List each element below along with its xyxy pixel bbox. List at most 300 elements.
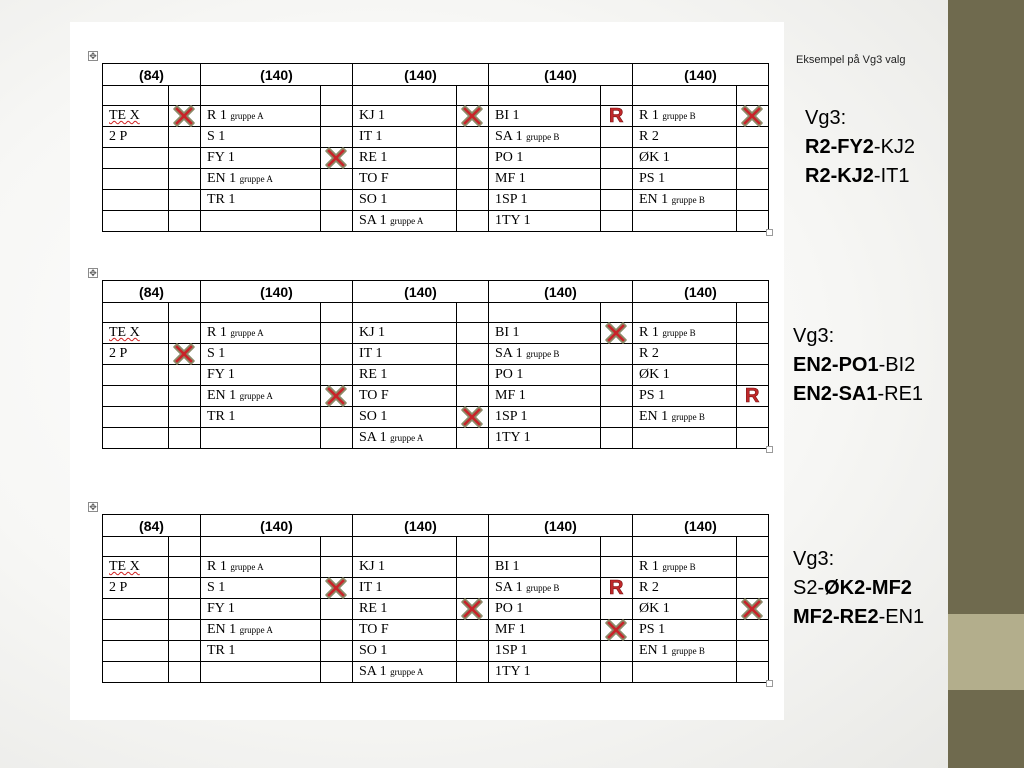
- course-cell: [353, 190, 457, 211]
- x-mark-icon: [460, 405, 484, 429]
- course-code: R 2: [639, 129, 659, 144]
- course-code: R 1: [207, 325, 227, 340]
- header-row: [103, 281, 769, 303]
- course-cell: [201, 662, 321, 683]
- empty-cell: [321, 86, 353, 106]
- empty-cell: [457, 303, 489, 323]
- course-code: IT 1: [359, 129, 383, 144]
- course-cell: [353, 127, 457, 148]
- course-code: RE 1: [359, 601, 388, 616]
- course-cell: [353, 211, 457, 232]
- course-code: PS 1: [639, 388, 666, 403]
- mark-cell: [457, 344, 489, 365]
- course-cell: [633, 106, 737, 127]
- mark-cell: [737, 407, 769, 428]
- empty-cell: [633, 86, 737, 106]
- mark-cell: [457, 428, 489, 449]
- course-cell: [489, 620, 601, 641]
- subject-combo-bold: R2-FY2: [805, 136, 874, 158]
- x-mark-icon: [172, 342, 196, 366]
- note-line: [805, 162, 915, 191]
- mark-cell: [737, 620, 769, 641]
- course-cell: [103, 386, 169, 407]
- mark-cell: [457, 386, 489, 407]
- table-row: [103, 323, 769, 344]
- mark-cell: [321, 641, 353, 662]
- course-cell: [633, 641, 737, 662]
- course-code: 2 P: [109, 346, 128, 361]
- mark-cell: [601, 641, 633, 662]
- course-cell: [633, 323, 737, 344]
- course-cell: [489, 344, 601, 365]
- column-header: (84): [103, 64, 201, 86]
- column-header: (140): [489, 64, 633, 86]
- empty-cell: [601, 537, 633, 557]
- table-row: [103, 148, 769, 169]
- course-cell: [633, 578, 737, 599]
- subject-combo-bold: MF2-RE2: [793, 606, 879, 628]
- mark-cell: [169, 599, 201, 620]
- course-cell: [201, 190, 321, 211]
- course-cell: [353, 365, 457, 386]
- x-mark-icon: [604, 618, 628, 642]
- subject-combo: -RE1: [877, 383, 924, 405]
- course-code: BI 1: [495, 325, 520, 340]
- empty-cell: [353, 303, 457, 323]
- empty-cell: [489, 303, 601, 323]
- course-cell: [633, 211, 737, 232]
- table-row: [103, 620, 769, 641]
- vg3-note: [793, 545, 924, 632]
- empty-cell: [737, 86, 769, 106]
- course-cell: [353, 428, 457, 449]
- r-mark: R: [609, 104, 624, 127]
- mark-cell: [321, 557, 353, 578]
- course-code: TR 1: [207, 192, 236, 207]
- course-cell: [633, 365, 737, 386]
- course-code: SA 1: [359, 664, 387, 679]
- mark-cell: [169, 428, 201, 449]
- mark-cell: [601, 662, 633, 683]
- course-code: SA 1: [359, 213, 387, 228]
- group-label: gruppe A: [230, 562, 264, 572]
- course-code: 1SP 1: [495, 192, 528, 207]
- course-code: MF 1: [495, 171, 526, 186]
- mark-cell: [737, 127, 769, 148]
- course-cell: [489, 323, 601, 344]
- course-code: PO 1: [495, 150, 524, 165]
- empty-cell: [169, 86, 201, 106]
- empty-cell: [169, 303, 201, 323]
- course-cell: [353, 169, 457, 190]
- mark-cell: [321, 211, 353, 232]
- mark-cell: [601, 365, 633, 386]
- group-label: gruppe B: [526, 132, 560, 142]
- course-code: S 1: [207, 580, 226, 595]
- x-mark-icon: [740, 104, 764, 128]
- mark-cell: [457, 148, 489, 169]
- mark-cell: [169, 169, 201, 190]
- table-row: [103, 578, 769, 599]
- table-row: [103, 641, 769, 662]
- course-code: TE X: [109, 559, 140, 574]
- header-row: [103, 64, 769, 86]
- mark-cell: [457, 365, 489, 386]
- course-cell: [633, 428, 737, 449]
- course-cell: [489, 169, 601, 190]
- course-cell: [103, 641, 169, 662]
- empty-cell: [601, 86, 633, 106]
- table-end-marker: [766, 680, 773, 687]
- course-cell: [201, 169, 321, 190]
- course-code: 1TY 1: [495, 213, 531, 228]
- course-cell: [201, 148, 321, 169]
- course-code: 2 P: [109, 129, 128, 144]
- course-code: RE 1: [359, 367, 388, 382]
- mark-cell: [601, 127, 633, 148]
- course-cell: [633, 344, 737, 365]
- course-cell: [489, 211, 601, 232]
- note-line: [793, 574, 924, 603]
- course-code: EN 1: [207, 388, 237, 403]
- table-row: [103, 211, 769, 232]
- course-code: S 1: [207, 129, 226, 144]
- mark-cell: [601, 386, 633, 407]
- course-cell: [353, 344, 457, 365]
- course-code: TE X: [109, 325, 140, 340]
- course-code: SA 1: [495, 129, 523, 144]
- x-mark-icon: [324, 576, 348, 600]
- course-cell: [201, 407, 321, 428]
- course-code: TO F: [359, 171, 389, 186]
- subject-combo: -KJ2: [873, 136, 916, 158]
- column-header: (140): [353, 281, 489, 303]
- mark-cell: [321, 428, 353, 449]
- course-code: R 1: [639, 325, 659, 340]
- empty-cell: [457, 537, 489, 557]
- empty-cell: [169, 537, 201, 557]
- group-label: gruppe B: [662, 328, 696, 338]
- empty-cell: [353, 537, 457, 557]
- course-cell: [489, 190, 601, 211]
- mark-cell: [601, 599, 633, 620]
- course-code: EN 1: [639, 643, 669, 658]
- empty-cell: [457, 86, 489, 106]
- blank-row: [103, 303, 769, 323]
- course-code: SO 1: [359, 643, 388, 658]
- schedule-table: [102, 514, 769, 683]
- course-code: SO 1: [359, 409, 388, 424]
- blank-row: [103, 537, 769, 557]
- mark-cell: [321, 106, 353, 127]
- empty-cell: [103, 537, 169, 557]
- empty-cell: [601, 303, 633, 323]
- course-cell: [103, 662, 169, 683]
- course-code: KJ 1: [359, 108, 386, 123]
- mark-cell: [169, 365, 201, 386]
- mark-cell: [169, 211, 201, 232]
- column-header: (140): [353, 515, 489, 537]
- mark-cell: [737, 641, 769, 662]
- course-cell: [489, 578, 601, 599]
- course-cell: [633, 148, 737, 169]
- column-header: (140): [201, 281, 353, 303]
- group-label: gruppe A: [390, 667, 424, 677]
- mark-cell: [601, 407, 633, 428]
- course-cell: [353, 386, 457, 407]
- group-label: gruppe B: [671, 195, 705, 205]
- course-cell: [489, 386, 601, 407]
- mark-cell: [601, 148, 633, 169]
- mark-cell: [321, 169, 353, 190]
- table-row: [103, 365, 769, 386]
- course-cell: [489, 148, 601, 169]
- group-label: gruppe A: [230, 111, 264, 121]
- mark-cell: [169, 323, 201, 344]
- empty-cell: [737, 303, 769, 323]
- note-title: Vg3:: [793, 325, 835, 347]
- course-cell: [201, 106, 321, 127]
- subject-combo-bold: EN2-SA1: [793, 383, 878, 405]
- course-cell: [103, 407, 169, 428]
- mark-cell: [737, 169, 769, 190]
- course-code: 1SP 1: [495, 409, 528, 424]
- course-cell: [103, 323, 169, 344]
- course-cell: [103, 365, 169, 386]
- group-label: gruppe A: [390, 216, 424, 226]
- group-label: gruppe A: [239, 391, 273, 401]
- course-cell: [633, 662, 737, 683]
- mark-cell: [737, 365, 769, 386]
- x-mark-icon: [324, 146, 348, 170]
- header-row: [103, 515, 769, 537]
- column-header: (140): [633, 515, 769, 537]
- mark-cell: [169, 386, 201, 407]
- course-cell: [633, 190, 737, 211]
- course-code: RE 1: [359, 150, 388, 165]
- mark-cell: [169, 557, 201, 578]
- table-row: [103, 386, 769, 407]
- mark-cell: [457, 641, 489, 662]
- course-code: SO 1: [359, 192, 388, 207]
- subject-combo: -IT1: [873, 165, 910, 187]
- mark-cell: [169, 148, 201, 169]
- column-header: (140): [633, 64, 769, 86]
- table-row: [103, 106, 769, 127]
- group-label: gruppe A: [239, 625, 273, 635]
- course-code: R 1: [207, 108, 227, 123]
- r-mark: R: [609, 576, 624, 599]
- mark-cell: [457, 211, 489, 232]
- r-mark: R: [745, 384, 760, 407]
- empty-cell: [353, 86, 457, 106]
- course-cell: [201, 344, 321, 365]
- mark-cell: [457, 557, 489, 578]
- course-cell: [633, 169, 737, 190]
- empty-cell: [489, 537, 601, 557]
- mark-cell: [169, 407, 201, 428]
- course-cell: [201, 211, 321, 232]
- table-end-marker: [766, 446, 773, 453]
- course-cell: [489, 641, 601, 662]
- course-cell: [353, 599, 457, 620]
- course-cell: [201, 127, 321, 148]
- mark-cell: [321, 344, 353, 365]
- empty-cell: [737, 537, 769, 557]
- empty-cell: [321, 537, 353, 557]
- move-handle-icon[interactable]: ✥: [89, 51, 97, 61]
- vg3-note: [793, 322, 923, 409]
- mark-cell: [321, 599, 353, 620]
- course-code: ØK 1: [639, 150, 670, 165]
- subject-combo-bold: ØK2-MF2: [824, 577, 912, 599]
- course-code: TE X: [109, 108, 140, 123]
- mark-cell: [321, 662, 353, 683]
- mark-cell: [169, 127, 201, 148]
- course-cell: [633, 599, 737, 620]
- course-code: PO 1: [495, 367, 524, 382]
- mark-cell: [737, 557, 769, 578]
- mark-cell: [737, 662, 769, 683]
- column-header: (140): [201, 64, 353, 86]
- mark-cell: [601, 211, 633, 232]
- course-code: SA 1: [359, 430, 387, 445]
- course-cell: [489, 365, 601, 386]
- course-cell: [201, 578, 321, 599]
- mark-cell: [321, 365, 353, 386]
- course-code: MF 1: [495, 388, 526, 403]
- course-code: FY 1: [207, 601, 235, 616]
- course-cell: [489, 599, 601, 620]
- group-label: gruppe A: [390, 433, 424, 443]
- course-cell: [489, 407, 601, 428]
- x-mark-icon: [460, 597, 484, 621]
- subject-combo: -BI2: [878, 354, 916, 376]
- move-handle-icon[interactable]: ✥: [89, 502, 97, 512]
- course-code: PS 1: [639, 622, 666, 637]
- mark-cell: [457, 323, 489, 344]
- table-row: [103, 344, 769, 365]
- course-code: KJ 1: [359, 559, 386, 574]
- course-code: PO 1: [495, 601, 524, 616]
- empty-cell: [633, 537, 737, 557]
- note-line: [805, 133, 915, 162]
- mark-cell: [737, 428, 769, 449]
- table-row: [103, 407, 769, 428]
- empty-cell: [201, 537, 321, 557]
- decorative-side-accent: [948, 614, 1024, 690]
- course-code: IT 1: [359, 346, 383, 361]
- blank-row: [103, 86, 769, 106]
- mark-cell: [169, 620, 201, 641]
- course-cell: [201, 365, 321, 386]
- mark-cell: [737, 190, 769, 211]
- empty-cell: [633, 303, 737, 323]
- course-code: PS 1: [639, 171, 666, 186]
- table-row: [103, 428, 769, 449]
- column-header: (84): [103, 281, 201, 303]
- mark-cell: [321, 407, 353, 428]
- course-cell: [103, 620, 169, 641]
- column-header: (140): [489, 515, 633, 537]
- column-header: (140): [201, 515, 353, 537]
- course-cell: [103, 344, 169, 365]
- course-cell: [353, 148, 457, 169]
- mark-cell: [169, 578, 201, 599]
- course-cell: [103, 190, 169, 211]
- course-code: R 1: [639, 559, 659, 574]
- move-handle-icon[interactable]: ✥: [89, 268, 97, 278]
- course-cell: [633, 620, 737, 641]
- table-end-marker: [766, 229, 773, 236]
- mark-cell: [321, 620, 353, 641]
- mark-cell: [737, 578, 769, 599]
- course-code: ØK 1: [639, 367, 670, 382]
- course-code: 1TY 1: [495, 430, 531, 445]
- course-cell: [353, 578, 457, 599]
- course-cell: [489, 428, 601, 449]
- example-caption: Eksempel på Vg3 valg: [796, 54, 906, 66]
- mark-cell: [457, 190, 489, 211]
- mark-cell: [321, 127, 353, 148]
- group-label: gruppe A: [230, 328, 264, 338]
- course-code: SA 1: [495, 346, 523, 361]
- column-header: (140): [633, 281, 769, 303]
- mark-cell: [457, 169, 489, 190]
- schedule-table: [102, 280, 769, 449]
- subject-combo: S2-: [793, 577, 825, 599]
- x-mark-icon: [172, 104, 196, 128]
- course-cell: [201, 557, 321, 578]
- course-code: TR 1: [207, 409, 236, 424]
- course-code: FY 1: [207, 150, 235, 165]
- course-code: EN 1: [207, 622, 237, 637]
- mark-cell: [601, 428, 633, 449]
- course-cell: [353, 662, 457, 683]
- course-cell: [103, 148, 169, 169]
- mark-cell: [601, 344, 633, 365]
- course-cell: [633, 557, 737, 578]
- course-code: EN 1: [639, 192, 669, 207]
- course-code: R 2: [639, 346, 659, 361]
- course-code: R 1: [639, 108, 659, 123]
- course-cell: [201, 386, 321, 407]
- course-code: MF 1: [495, 622, 526, 637]
- course-code: EN 1: [207, 171, 237, 186]
- group-label: gruppe B: [526, 583, 560, 593]
- course-cell: [201, 323, 321, 344]
- course-code: KJ 1: [359, 325, 386, 340]
- course-cell: [489, 662, 601, 683]
- course-code: TO F: [359, 388, 389, 403]
- course-code: BI 1: [495, 559, 520, 574]
- course-cell: [201, 428, 321, 449]
- empty-cell: [103, 303, 169, 323]
- table-row: [103, 169, 769, 190]
- mark-cell: [169, 641, 201, 662]
- course-cell: [489, 106, 601, 127]
- mark-cell: [737, 323, 769, 344]
- note-title: Vg3:: [793, 548, 835, 570]
- course-cell: [103, 557, 169, 578]
- course-cell: [353, 557, 457, 578]
- course-cell: [353, 620, 457, 641]
- course-cell: [489, 127, 601, 148]
- course-code: FY 1: [207, 367, 235, 382]
- course-cell: [353, 106, 457, 127]
- mark-cell: [321, 190, 353, 211]
- course-code: EN 1: [639, 409, 669, 424]
